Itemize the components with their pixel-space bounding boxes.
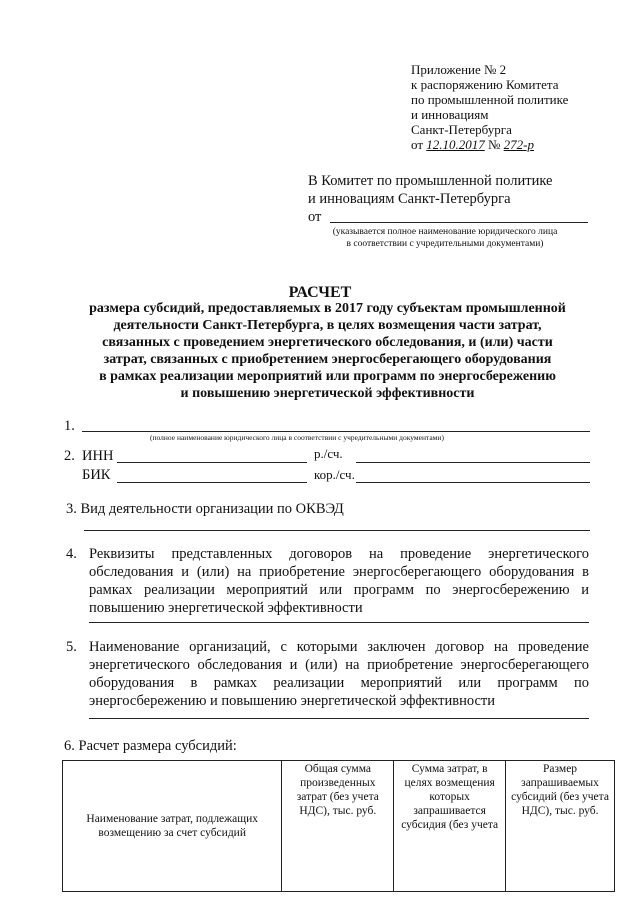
- bik-field[interactable]: [117, 482, 307, 483]
- addressee-block: [308, 172, 552, 226]
- item3-field[interactable]: [84, 530, 590, 531]
- rs-field[interactable]: [356, 462, 590, 463]
- subtitle-line: связанных с проведением энергетического обследования, и (или) части: [102, 335, 553, 350]
- inn-field[interactable]: [117, 462, 307, 463]
- addressee-from-field[interactable]: [330, 222, 588, 223]
- item1-number: 1.: [64, 418, 75, 434]
- document-subtitle: [60, 300, 595, 402]
- table-header-cell: Наименование затрат, подлежащих возмещению за счет субсидий: [63, 761, 282, 892]
- appendix-date: 12.10.2017: [426, 137, 485, 152]
- rs-label: р./сч.: [314, 446, 343, 461]
- appendix-line: к распоряжению Комитета: [411, 77, 559, 92]
- appendix-line: и инновациям: [411, 107, 489, 122]
- addressee-line: и инновациям Санкт-Петербурга: [308, 191, 511, 207]
- inn-label: ИНН: [82, 448, 114, 464]
- addressee-note-line: в соответствии с учредительными документами): [346, 239, 544, 249]
- table-header-cell: Сумма затрат, в целях возмещения которых запрашивается субсидия (без учета: [394, 761, 506, 892]
- appendix-from-label: от: [411, 137, 424, 152]
- item1-note: (полное наименование юридического лица в соответствии с учредительными документами): [150, 433, 444, 442]
- item5-text: Наименование организаций, с которыми заключен договор на проведение энергетического обследования и (или) на приобретение энергосберегающего оборудования в рамках реализации мероприятий или программ по энергосбережению и повышению энергетической эффективности: [89, 639, 589, 709]
- item4-text: Реквизиты представленных договоров на проведение энергетического обследования и (или) на приобретение энергосберегающего оборудования в рамках реализации мероприятий или программ по энергосбережению и повышению энергетической эффективности: [89, 546, 589, 616]
- addressee-note-line: (указывается полное наименование юридического лица: [332, 227, 558, 237]
- appendix-date-line: [411, 137, 568, 152]
- subtitle-line: деятельности Санкт-Петербурга, в целях возмещения части затрат,: [113, 318, 542, 333]
- item3-text: 3. Вид деятельности организации по ОКВЭД: [66, 501, 344, 517]
- addressee-line: В Комитет по промышленной политике: [308, 173, 553, 189]
- subtitle-line: затрат, связанных с приобретением энергосберегающего оборудования: [103, 352, 552, 367]
- ks-field[interactable]: [356, 482, 590, 483]
- table-header-cell: Общая сумма произведенных затрат (без учета НДС), тыс. руб.: [282, 761, 394, 892]
- ks-label: кор./сч.: [314, 467, 355, 482]
- document-title: РАСЧЕТ: [288, 284, 352, 301]
- subtitle-line: и повышению энергетической эффективности: [180, 386, 475, 401]
- item5-number: 5.: [66, 639, 77, 655]
- item4-number: 4.: [66, 546, 77, 562]
- appendix-number-label: №: [488, 137, 501, 152]
- appendix-line: по промышленной политике: [411, 92, 569, 107]
- bik-label: БИК: [82, 467, 111, 483]
- table-header-row: [63, 761, 615, 892]
- subsidy-table: [62, 760, 615, 892]
- addressee-note: [300, 226, 590, 250]
- table-header-cell: Размер запрашиваемых субсидий (без учета НДС), тыс. руб.: [506, 761, 615, 892]
- item5-field[interactable]: [89, 718, 589, 719]
- item6-title: 6. Расчет размера субсидий:: [64, 738, 237, 754]
- item4-field[interactable]: [89, 622, 589, 623]
- subtitle-line: в рамках реализации мероприятий или программ по энергосбережению: [99, 369, 556, 384]
- addressee-from-label: от: [308, 209, 322, 225]
- appendix-number: 272-р: [503, 137, 535, 152]
- appendix-block: [411, 62, 568, 152]
- item2-number: 2.: [64, 448, 75, 464]
- item1-field[interactable]: [82, 431, 590, 432]
- appendix-line: Санкт-Петербурга: [411, 122, 512, 137]
- appendix-line: Приложение № 2: [411, 62, 507, 77]
- subtitle-line: размера субсидий, предоставляемых в 2017 году субъектам промышленной: [89, 301, 566, 316]
